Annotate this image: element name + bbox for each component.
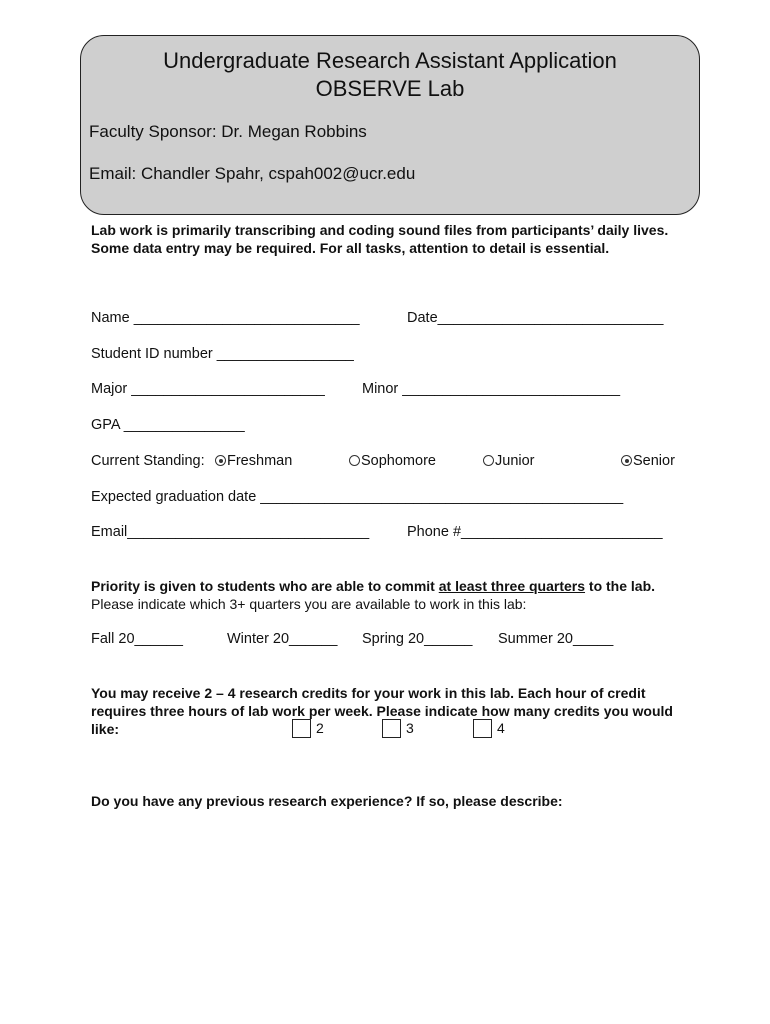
summer-quarter-field[interactable]: Summer 20_____ xyxy=(498,631,614,647)
form-title: Undergraduate Research Assistant Application xyxy=(163,48,617,73)
priority-instruction: Please indicate which 3+ quarters you are available to work in this lab: xyxy=(91,596,527,612)
phone-field[interactable]: Phone #_________________________ xyxy=(407,524,663,540)
faculty-sponsor: Faculty Sponsor: Dr. Megan Robbins xyxy=(89,122,367,141)
spring-quarter-field[interactable]: Spring 20______ xyxy=(362,631,473,647)
lab-name: OBSERVE Lab xyxy=(315,76,465,101)
sophomore-label: Sophomore xyxy=(361,453,436,469)
student-id-field[interactable]: Student ID number _________________ xyxy=(91,346,354,362)
standing-option-sophomore[interactable] xyxy=(349,453,436,469)
radio-icon[interactable] xyxy=(215,455,226,466)
senior-label: Senior xyxy=(633,453,675,469)
standing-option-freshman[interactable] xyxy=(215,453,292,469)
credits-paragraph: You may receive 2 – 4 research credits for your work in this lab. Each hour of credit requires three hours of lab work per week. Please indicate how many credits you would like: xyxy=(91,685,673,737)
winter-quarter-field[interactable]: Winter 20______ xyxy=(227,631,338,647)
freshman-label: Freshman xyxy=(227,453,293,469)
credit-2-checkbox[interactable] xyxy=(292,719,311,738)
fall-quarter-field[interactable]: Fall 20______ xyxy=(91,631,183,647)
date-field[interactable]: Date____________________________ xyxy=(407,310,664,326)
email-field[interactable]: Email______________________________ xyxy=(91,524,370,540)
experience-question: Do you have any previous research experience? If so, please describe: xyxy=(91,793,563,809)
credit-4-checkbox[interactable] xyxy=(473,719,492,738)
header-box xyxy=(80,35,700,215)
priority-bold-end: to the lab. xyxy=(585,578,656,594)
gpa-field[interactable]: GPA _______________ xyxy=(91,417,245,433)
junior-label: Junior xyxy=(495,453,535,469)
standing-option-junior[interactable] xyxy=(483,453,535,469)
name-field[interactable]: Name ____________________________ xyxy=(91,310,360,326)
minor-field[interactable]: Minor ___________________________ xyxy=(362,381,621,397)
major-field[interactable]: Major ________________________ xyxy=(91,381,325,397)
intro-text: Lab work is primarily transcribing and coding sound files from participants’ daily lives. Some data entry may be required. For all tasks, attention to detail is essential. xyxy=(91,222,669,256)
credit-2-label: 2 xyxy=(316,720,324,736)
priority-underline: at least three quarters xyxy=(438,578,586,594)
radio-icon[interactable] xyxy=(349,455,360,466)
priority-paragraph xyxy=(91,577,691,613)
credit-4-label: 4 xyxy=(497,720,505,736)
credit-3-checkbox[interactable] xyxy=(382,719,401,738)
standing-label: Current Standing: xyxy=(91,453,205,469)
radio-icon[interactable] xyxy=(621,455,632,466)
graduation-date-field[interactable]: Expected graduation date _____________________________________________ xyxy=(91,489,624,505)
standing-option-senior[interactable] xyxy=(621,453,675,469)
priority-bold-start: Priority is given to students who are able to commit xyxy=(91,578,439,594)
contact-email: Email: Chandler Spahr, cspah002@ucr.edu xyxy=(89,164,416,183)
credit-3-label: 3 xyxy=(406,720,414,736)
radio-icon[interactable] xyxy=(483,455,494,466)
